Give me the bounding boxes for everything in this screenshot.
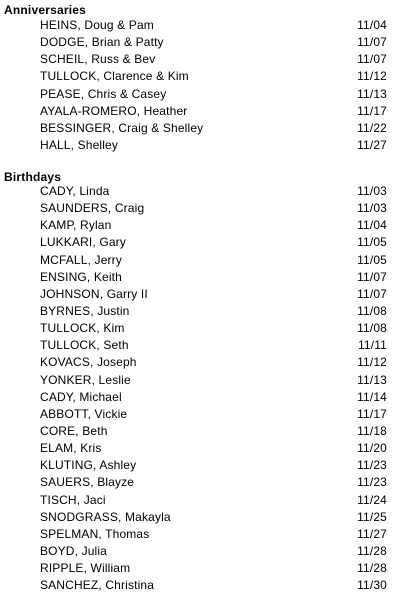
entry-name: AYALA-ROMERO, Heather <box>40 103 188 118</box>
entry-name: RIPPLE, William <box>40 561 131 576</box>
entry-name: ABBOTT, Vickie <box>40 406 128 421</box>
list-item <box>0 286 409 303</box>
entry-name: KLUTING, Ashley <box>40 458 137 473</box>
entry-name: SAUERS, Blayze <box>40 475 135 490</box>
entry-date: 11/11 <box>358 338 387 353</box>
entry-name: DODGE, Brian & Patty <box>40 35 164 50</box>
list-item <box>0 509 409 526</box>
entry-name: LUKKARI, Gary <box>40 235 126 250</box>
entry-date: 11/14 <box>357 389 387 404</box>
entry-name: JOHNSON, Garry II <box>40 286 148 301</box>
entry-date: 11/23 <box>357 458 387 473</box>
list-item <box>0 354 409 371</box>
list-item <box>0 234 409 251</box>
entry-date: 11/12 <box>357 355 387 370</box>
list-item <box>0 543 409 560</box>
list-item <box>0 423 409 440</box>
anniversaries-heading: Anniversaries <box>4 3 86 17</box>
entry-date: 11/05 <box>357 235 387 250</box>
entry-date: 11/07 <box>357 35 387 50</box>
entry-date: 11/07 <box>357 52 387 67</box>
entry-name: BOYD, Julia <box>40 543 108 558</box>
entry-name: CADY, Linda <box>40 184 110 198</box>
list-item <box>0 86 409 103</box>
entry-date: 11/18 <box>357 423 387 438</box>
list-item <box>0 303 409 320</box>
entry-date: 11/04 <box>357 218 387 233</box>
entry-name: CADY, Michael <box>40 389 122 404</box>
entry-name: PEASE, Chris & Casey <box>40 86 167 101</box>
birthdays-heading: Birthdays <box>4 170 62 184</box>
entry-date: 11/05 <box>357 252 387 267</box>
entry-date: 11/07 <box>357 269 387 284</box>
list-item <box>0 337 409 354</box>
entry-name: SPELMAN, Thomas <box>40 526 150 541</box>
entry-date: 11/04 <box>357 18 387 32</box>
list-item <box>0 103 409 120</box>
entry-date: 11/25 <box>357 509 387 524</box>
entry-name: HALL, Shelley <box>40 137 118 152</box>
entry-name: CORE, Beth <box>40 423 108 438</box>
entry-name: YONKER, Leslie <box>40 372 131 387</box>
entry-name: HEINS, Doug & Pam <box>40 18 154 32</box>
entry-name: SNODGRASS, Makayla <box>40 509 171 524</box>
list-item <box>0 217 409 234</box>
entry-date: 11/22 <box>357 120 387 135</box>
list-item <box>0 372 409 389</box>
list-item <box>0 577 409 594</box>
list-item <box>0 474 409 491</box>
entry-name: KOVACS, Joseph <box>40 355 137 370</box>
entry-name: BYRNES, Justin <box>40 303 130 318</box>
entry-date: 11/17 <box>357 103 387 118</box>
entry-name: SANCHEZ, Christina <box>40 578 155 593</box>
entry-date: 11/24 <box>357 492 387 507</box>
entry-date: 11/27 <box>357 137 387 152</box>
entry-date: 11/30 <box>357 578 387 593</box>
list-item <box>0 200 409 217</box>
birthdays-list <box>0 183 409 594</box>
list-item <box>0 252 409 269</box>
anniversaries-list <box>0 17 409 154</box>
entry-date: 11/23 <box>357 475 387 490</box>
entry-name: TULLOCK, Clarence & Kim <box>40 69 189 84</box>
entry-date: 11/13 <box>357 86 387 101</box>
entry-name: TULLOCK, Kim <box>40 321 125 336</box>
entry-date: 11/28 <box>357 543 387 558</box>
entry-name: SCHEIL, Russ & Bev <box>40 52 156 67</box>
entry-name: SAUNDERS, Craig <box>40 201 145 216</box>
entry-date: 11/27 <box>357 526 387 541</box>
entry-name: KAMP, Rylan <box>40 218 112 233</box>
list-item <box>0 440 409 457</box>
entry-name: ENSING, Keith <box>40 269 122 284</box>
list-item <box>0 68 409 85</box>
list-item <box>0 137 409 154</box>
entry-date: 11/07 <box>357 286 387 301</box>
entry-name: BESSINGER, Craig & Shelley <box>40 120 204 135</box>
entry-date: 11/13 <box>357 372 387 387</box>
entry-name: ELAM, Kris <box>40 441 102 456</box>
entry-date: 11/17 <box>357 406 387 421</box>
list-item <box>0 34 409 51</box>
list-item <box>0 269 409 286</box>
entry-date: 11/12 <box>357 69 387 84</box>
list-item <box>0 120 409 137</box>
list-item <box>0 17 409 34</box>
entry-date: 11/28 <box>357 561 387 576</box>
list-item <box>0 406 409 423</box>
list-item <box>0 457 409 474</box>
entry-date: 11/20 <box>357 441 387 456</box>
list-item <box>0 389 409 406</box>
entry-date: 11/08 <box>357 321 387 336</box>
entry-date: 11/03 <box>357 184 387 198</box>
entry-name: TULLOCK, Seth <box>40 338 129 353</box>
entry-date: 11/08 <box>357 303 387 318</box>
entry-date: 11/03 <box>357 201 387 216</box>
list-item <box>0 51 409 68</box>
list-item <box>0 560 409 577</box>
entry-name: MCFALL, Jerry <box>40 252 122 267</box>
list-item <box>0 526 409 543</box>
list-item <box>0 492 409 509</box>
list-item <box>0 320 409 337</box>
entry-name: TISCH, Jaci <box>40 492 106 507</box>
list-item <box>0 183 409 200</box>
